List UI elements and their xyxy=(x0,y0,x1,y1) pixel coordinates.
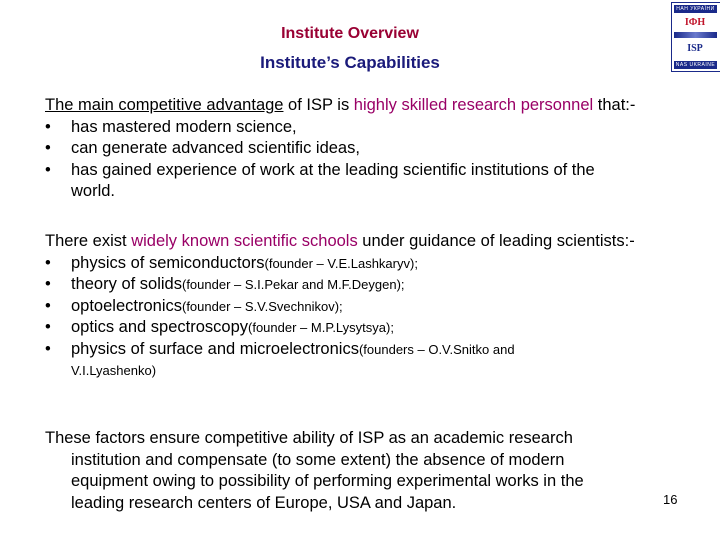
conclusion-line: These factors ensure competitive ability of ISP as an academic research xyxy=(45,429,573,447)
slide-title: Institute Overview xyxy=(281,25,419,42)
list-item: • optics and spectroscopy (founder – M.P.Lysytsya); xyxy=(45,317,685,339)
list-item: • theory of solids (founder – S.I.Pekar and M.F.Deygen); xyxy=(45,274,685,296)
bullet-icon: • xyxy=(45,117,51,136)
advantage-intro: The main competitive advantage of ISP is highly skilled research personnel that:- xyxy=(45,96,636,114)
bullet-icon: • xyxy=(45,253,51,272)
list-item-continuation: V.I.Lyashenko) xyxy=(71,363,157,378)
conclusion-line: leading research centers of Europe, USA and Japan. xyxy=(71,493,457,512)
list-item: • can generate advanced scientific ideas, xyxy=(45,138,685,160)
bullet-icon: • xyxy=(45,160,51,179)
list-item: • has gained experience of work at the leading scientific institutions of the xyxy=(45,160,685,182)
logo-bottom-text: NAS UKRAINE xyxy=(675,62,716,68)
page-number: 16 xyxy=(663,492,678,507)
advantage-section xyxy=(45,95,685,203)
list-item: • has mastered modern science, xyxy=(45,117,685,139)
logo-top-text: НАН УКРАЇНИ xyxy=(674,5,717,13)
list-item: • optoelectronics (founder – S.V.Svechnikov); xyxy=(45,296,685,318)
slide-subtitle: Institute’s Capabilities xyxy=(260,53,440,72)
logo-mark-ua: ІФН xyxy=(684,17,706,28)
bullet-icon: • xyxy=(45,318,51,336)
bullet-icon: • xyxy=(45,339,51,358)
list-item: • physics of semiconductors (founder – V.E.Lashkaryv); xyxy=(45,253,685,275)
list-item: • physics of surface and microelectronics (founders – O.V.Snitko and xyxy=(45,339,685,361)
conclusion-section xyxy=(45,428,685,514)
bullet-icon: • xyxy=(45,275,51,293)
schools-intro: There exist widely known scientific schools under guidance of leading scientists:- xyxy=(45,232,635,250)
highlight-personnel: highly skilled research personnel xyxy=(353,96,594,114)
schools-section xyxy=(45,231,685,382)
highlight-schools: widely known scientific schools xyxy=(131,232,358,250)
institute-logo xyxy=(671,2,720,72)
logo-bar xyxy=(674,32,717,38)
conclusion-line: institution and compensate (to some extent) the absence of modern xyxy=(71,450,565,469)
conclusion-line: equipment owing to possibility of performing experimental works in the xyxy=(71,472,584,490)
list-item-continuation: world. xyxy=(71,182,116,200)
logo-mark-en: ISP xyxy=(687,43,703,54)
advantage-phrase: The main competitive advantage xyxy=(45,96,284,114)
bullet-icon: • xyxy=(45,296,51,315)
bullet-icon: • xyxy=(45,139,51,157)
